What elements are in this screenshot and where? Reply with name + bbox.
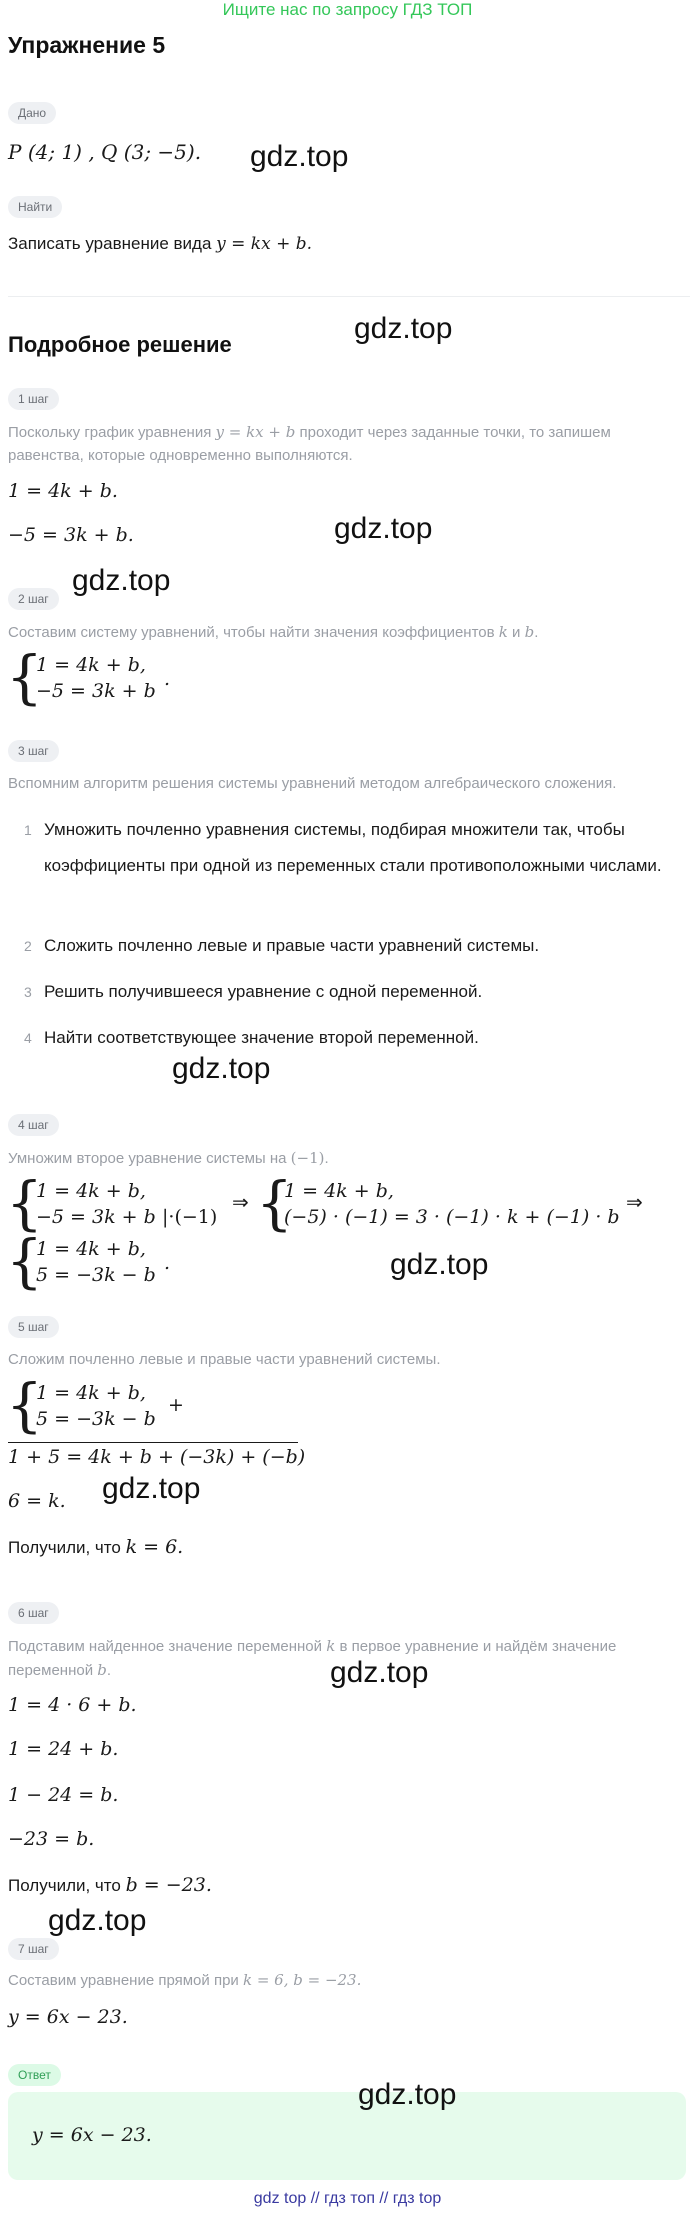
step-6-note-line2 (8, 1658, 111, 1683)
step-7-note-formula: k = 6, b = −23. (242, 1971, 362, 1989)
step-4-note-val: (−1) (290, 1149, 325, 1167)
step-4-arrow-2: ⇒ (626, 1192, 643, 1214)
step-4-dot: . (164, 1252, 171, 1274)
step-2-brace: { (6, 643, 43, 711)
watermark: gdz.top (330, 1656, 429, 1689)
step-6-note-var: b (97, 1661, 107, 1679)
step-6-note-dot: . (106, 1662, 112, 1679)
list-item-1-num: 1 (24, 822, 32, 838)
step-5-plus: + (168, 1394, 184, 1416)
step-5-got-prefix: Получили, что (8, 1538, 126, 1557)
watermark: gdz.top (250, 140, 349, 173)
step-4-c1: 1 = 4k + b, (36, 1238, 146, 1260)
step-6-eq2: 1 = 24 + b. (8, 1738, 119, 1760)
step-2-note (8, 620, 538, 645)
step-4-a2-multiplier: |·(−1) (162, 1206, 218, 1228)
step-6-note-c: переменной (8, 1662, 98, 1679)
step-5-result: 6 = k. (8, 1490, 66, 1512)
solution-title: Подробное решение (8, 332, 232, 357)
step-6-note-a: Подставим найденное значение переменной (8, 1638, 327, 1655)
given-pill: Дано (8, 102, 56, 124)
step-6-note-line1 (8, 1634, 616, 1659)
step-5-conclusion (8, 1536, 183, 1558)
watermark: gdz.top (48, 1904, 147, 1937)
list-item-3-num: 3 (24, 984, 32, 1000)
answer-pill: Ответ (8, 2064, 61, 2086)
watermark: gdz.top (358, 2078, 457, 2111)
step-2-note-a: Составим систему уравнений, чтобы найти значения коэффициентов (8, 624, 499, 641)
watermark: gdz.top (72, 564, 171, 597)
step-2-note-k: k (498, 623, 508, 641)
step-5-note: Сложим почленно левые и правые части уравнений системы. (8, 1351, 441, 1368)
step-4-a1: 1 = 4k + b, (36, 1180, 146, 1202)
step-2-note-b: b (524, 623, 535, 641)
step-2-dot: . (164, 668, 171, 690)
step-7-pill: 7 шаг (8, 1938, 59, 1960)
step-1-eq2: −5 = 3k + b. (8, 524, 134, 546)
step-5-pill: 5 шаг (8, 1316, 59, 1338)
watermark: gdz.top (334, 512, 433, 545)
step-2-sys1: 1 = 4k + b, (36, 654, 146, 676)
list-item-1: Умножить почленно уравнения системы, подбирая множители так, чтобы коэффициенты при одной из переменных стали противоположными числами. (44, 820, 662, 875)
list-item-4: Найти соответствующее значение второй переменной. (44, 1028, 479, 1047)
step-4-arrow: ⇒ (232, 1192, 249, 1214)
given-points: P (4; 1) , Q (3; −5). (8, 140, 202, 164)
step-4-b1: 1 = 4k + b, (284, 1180, 394, 1202)
step-4-brace-c: { (6, 1227, 43, 1295)
step-2-note-and: и (507, 624, 525, 641)
step-4-pill: 4 шаг (8, 1114, 59, 1136)
watermark: gdz.top (354, 312, 453, 345)
step-4-c2: 5 = −3k − b (36, 1264, 156, 1286)
step-1-note-formula: y = kx + b (215, 423, 296, 441)
step-7-note (8, 1968, 361, 1993)
list-item-2: Сложить почленно левые и правые части уравнений системы. (44, 936, 540, 955)
list-item-2-num: 2 (24, 938, 32, 954)
step-4-brace-a: { (6, 1169, 43, 1237)
step-3-note: Вспомним алгоритм решения системы уравнений методом алгебраического сложения. (8, 775, 617, 792)
watermark: gdz.top (172, 1052, 271, 1085)
step-4-brace-b: { (256, 1169, 293, 1237)
step-6-pill: 6 шаг (8, 1602, 59, 1624)
step-6-note-b: в первое уравнение и найдём значение (335, 1638, 617, 1655)
step-2-sys2: −5 = 3k + b (36, 680, 156, 702)
step-1-eq1: 1 = 4k + b. (8, 480, 118, 502)
watermark: gdz.top (102, 1472, 201, 1505)
step-6-note-k: k (326, 1637, 336, 1655)
step-2-note-dot: . (534, 624, 539, 641)
step-6-got-formula: b = −23. (125, 1874, 212, 1896)
top-banner-link[interactable]: Ищите нас по запросу ГДЗ ТОП (222, 0, 473, 19)
step-7-eq: y = 6x − 23. (8, 2006, 128, 2028)
step-7-note-a: Составим уравнение прямой при (8, 1972, 243, 1989)
step-6-conclusion (8, 1874, 212, 1896)
step-5-sum: 1 + 5 = 4k + b + (−3k) + (−b) (8, 1446, 306, 1468)
step-5-sys1: 1 = 4k + b, (36, 1382, 146, 1404)
step-2-pill: 2 шаг (8, 588, 59, 610)
step-5-sum-line (8, 1442, 298, 1443)
step-5-sys2: 5 = −3k − b (36, 1408, 156, 1430)
find-pill: Найти (8, 196, 62, 218)
step-4-note (8, 1146, 329, 1171)
find-prefix: Записать уравнение вида (8, 234, 217, 253)
list-item-4-num: 4 (24, 1030, 32, 1046)
step-4-note-a: Умножим второе уравнение системы на (8, 1150, 291, 1167)
step-1-note-b: проходит через заданные точки, то запишем (295, 424, 611, 441)
section-divider (8, 296, 690, 297)
step-4-note-dot: . (324, 1150, 329, 1167)
step-6-got-prefix: Получили, что (8, 1876, 126, 1895)
step-6-eq4: −23 = b. (8, 1828, 95, 1850)
find-statement (8, 234, 312, 254)
step-1-pill: 1 шаг (8, 388, 59, 410)
page-title: Упражнение 5 (8, 32, 166, 58)
watermark: gdz.top (390, 1248, 489, 1281)
step-6-eq3: 1 − 24 = b. (8, 1784, 119, 1806)
list-item-3: Решить получившееся уравнение с одной переменной. (44, 982, 483, 1001)
step-1-note-line2: равенства, которые одновременно выполняются. (8, 447, 353, 464)
step-5-got-formula: k = 6. (125, 1536, 184, 1558)
step-4-a2: −5 = 3k + b (36, 1206, 156, 1228)
step-6-eq1: 1 = 4 · 6 + b. (8, 1694, 137, 1716)
step-1-note-line1 (8, 420, 611, 445)
step-1-note-a: Поскольку график уравнения (8, 424, 216, 441)
find-formula: y = kx + b. (216, 234, 313, 254)
footer-links[interactable]: gdz top // гдз топ // гдз top (253, 2190, 442, 2207)
step-3-pill: 3 шаг (8, 740, 59, 762)
answer-text: y = 6x − 23. (32, 2124, 152, 2146)
step-5-brace: { (6, 1371, 43, 1439)
step-4-b2: (−5) · (−1) = 3 · (−1) · k + (−1) · b (284, 1206, 620, 1228)
